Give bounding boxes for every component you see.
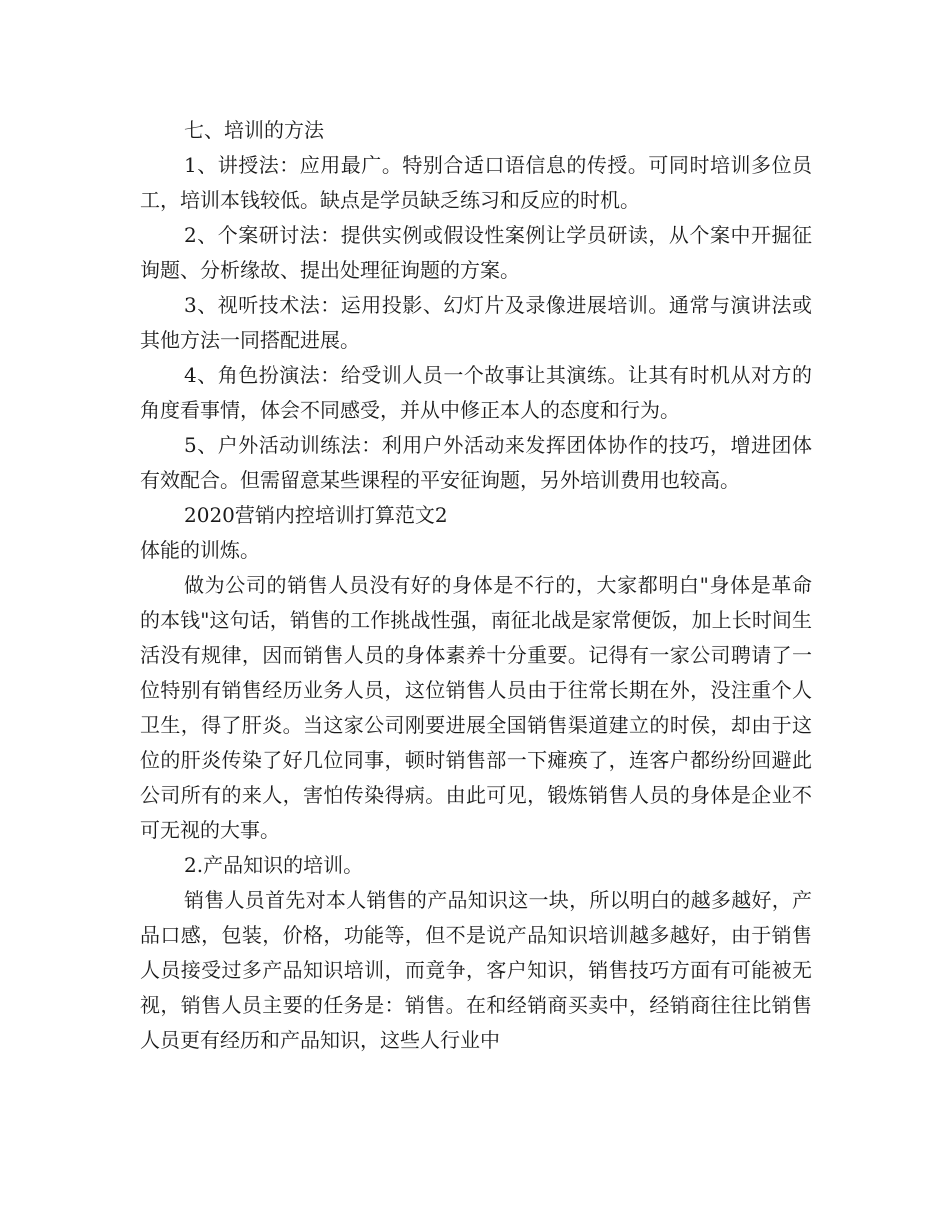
section-heading-training-methods: 七、培训的方法	[184, 118, 324, 142]
paragraph-lecture-method: 1、讲授法：应用最广。特别合适口语信息的传授。可同时培训多位员工，培训本钱较低。缺点是学员缺乏练习和反应的时机。	[140, 153, 812, 212]
paragraph-audiovisual-method: 3、视听技术法：运用投影、幻灯片及录像进展培训。通常与演讲法或其他方法一同搭配进展。	[140, 293, 812, 352]
document-body	[140, 113, 812, 1058]
paragraph-physical-health: 做为公司的销售人员没有好的身体是不行的，大家都明白"身体是革命的本钱"这句话，销售的工作挑战性强，南征北战是家常便饭，加上长时间生活没有规律，因而销售人员的身体素养十分重要。记得有一家公司聘请了一位特别有销售经历业务人员，这位销售人员由于往常长期在外，没注重个人卫生，得了肝炎。当这家公司刚要进展全国销售渠道建立的时侯，却由于这位的肝炎传染了好几位同事，顿时销售部一下瘫痪了，连客户都纷纷回避此公司所有的来人，害怕传染得病。由此可见，锻炼销售人员的身体是企业不可无视的大事。	[140, 573, 812, 842]
heading-product-knowledge: 2.产品知识的培训。	[184, 853, 364, 877]
section-title-sample-2: 2020营销内控培训打算范文2	[184, 503, 448, 527]
paragraph-role-play-method: 4、角色扮演法：给受训人员一个故事让其演练。让其有时机从对方的角度看事情，体会不同感受，并从中修正本人的态度和行为。	[140, 363, 812, 422]
paragraph-case-study-method: 2、个案研讨法：提供实例或假设性案例让学员研读，从个案中开掘征询题、分析缘故、提出处理征询题的方案。	[140, 223, 812, 282]
paragraph-outdoor-training-method: 5、户外活动训练法：利用户外活动来发挥团体协作的技巧，增进团体有效配合。但需留意某些课程的平安征询题，另外培训费用也较高。	[140, 433, 812, 492]
heading-physical-training: 体能的训炼。	[140, 538, 260, 562]
paragraph-product-knowledge: 销售人员首先对本人销售的产品知识这一块，所以明白的越多越好，产品口感，包装，价格，功能等，但不是说产品知识培训越多越好，由于销售人员接受过多产品知识培训，而竟争，客户知识，销售技巧方面有可能被无视，销售人员主要的任务是：销售。在和经销商买卖中，经销商往往比销售人员更有经历和产品知识，这些人行业中	[140, 888, 812, 1052]
